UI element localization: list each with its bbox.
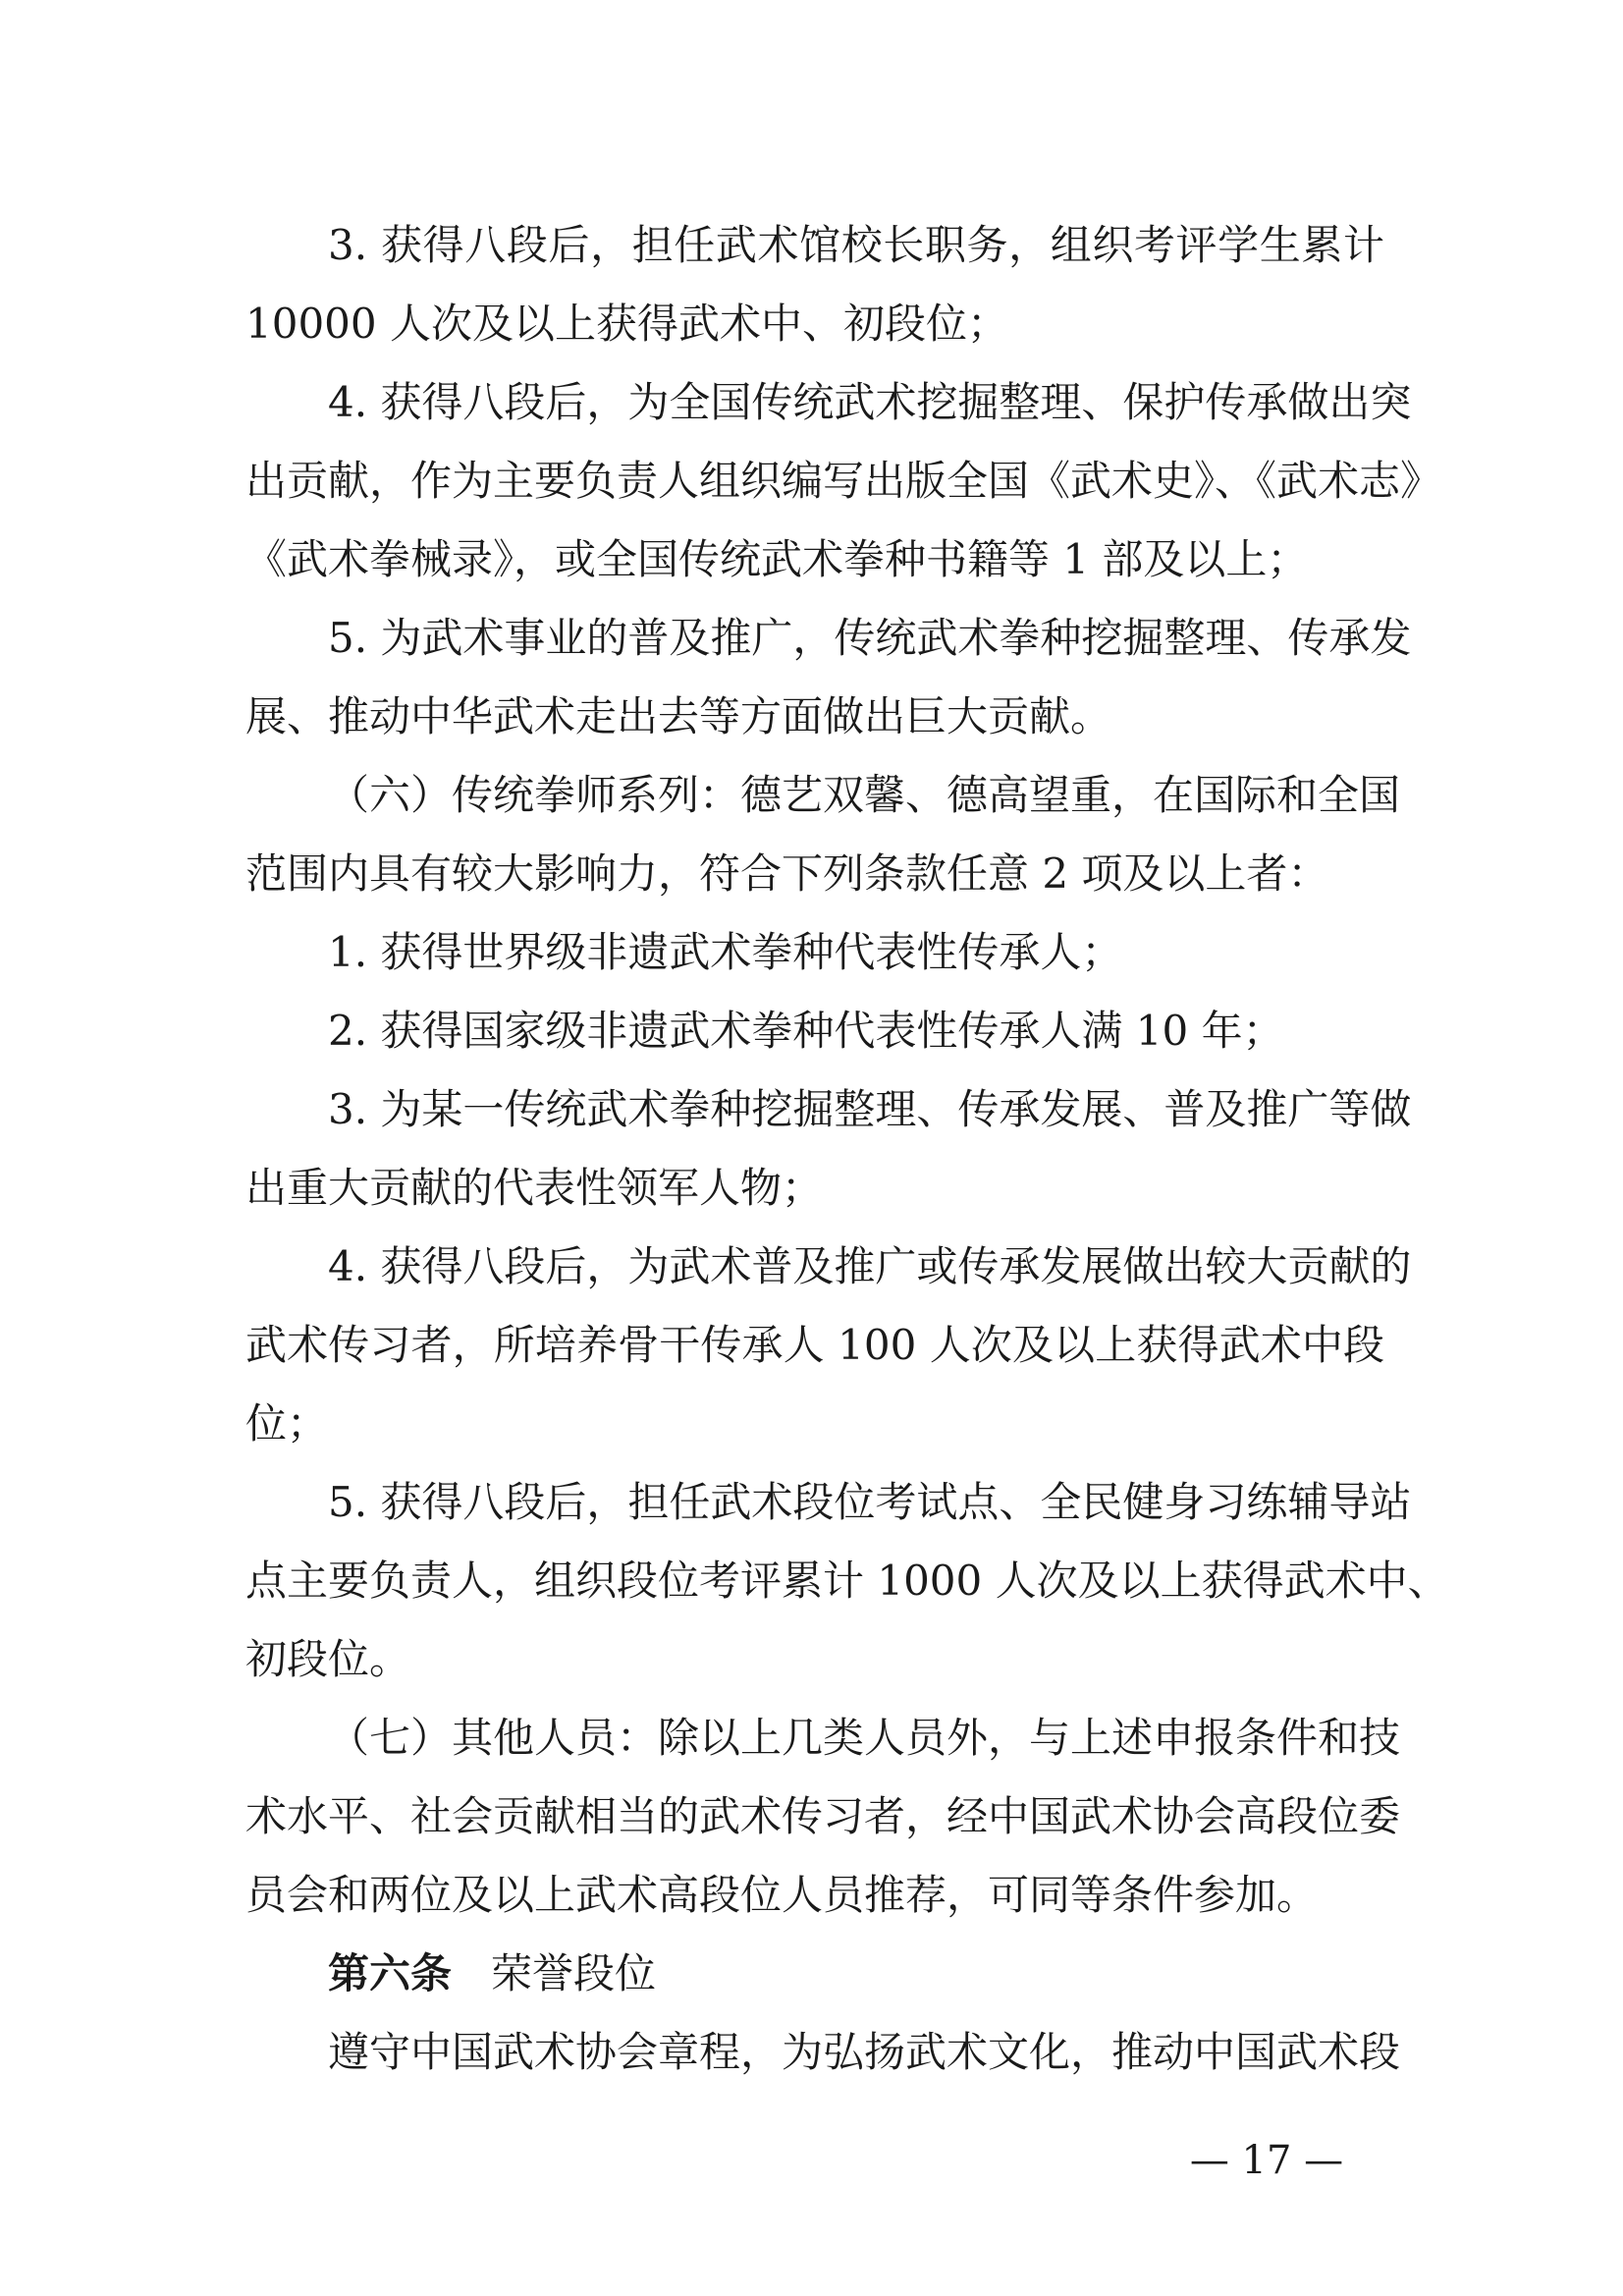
paragraph-line: 武术传习者，所培养骨干传承人 100 人次及以上获得武术中段	[245, 1321, 1384, 1369]
paragraph-line: 出重大贡献的代表性领军人物；	[245, 1164, 824, 1212]
paragraph-line: 5. 获得八段后，担任武术段位考试点、全民健身习练辅导站	[328, 1478, 1412, 1526]
paragraph-line: 《武术拳械录》，或全国传统武术拳种书籍等 1 部及以上；	[245, 535, 1309, 583]
paragraph-line: 术水平、社会贡献相当的武术传习者，经中国武术协会高段位委	[245, 1792, 1401, 1840]
paragraph-line: 3. 获得八段后，担任武术馆校长职务，组织考评学生累计	[328, 221, 1384, 269]
paragraph-line: 4. 获得八段后，为全国传统武术挖掘整理、保护传承做出突	[328, 378, 1412, 426]
paragraph-line: 3. 为某一传统武术拳种挖掘整理、传承发展、普及推广等做	[328, 1085, 1412, 1133]
paragraph-line: 展、推动中华武术走出去等方面做出巨大贡献。	[245, 692, 1112, 740]
paragraph-line: 4. 获得八段后，为武术普及推广或传承发展做出较大贡献的	[328, 1242, 1412, 1290]
paragraph-line: 遵守中国武术协会章程，为弘扬武术文化，推动中国武术段	[328, 2028, 1401, 2076]
paragraph-line: 点主要负责人，组织段位考评累计 1000 人次及以上获得武术中、	[245, 1557, 1449, 1605]
paragraph-line: 位；	[245, 1399, 329, 1448]
paragraph-line: 初段位。	[245, 1635, 411, 1683]
paragraph-line: 范围内具有较大影响力，符合下列条款任意 2 项及以上者：	[245, 849, 1329, 898]
section-heading-line: （七）其他人员：除以上几类人员外，与上述申报条件和技	[328, 1714, 1401, 1762]
article-title: 荣誉段位	[491, 1949, 657, 1997]
paragraph-line: 员会和两位及以上武术高段位人员推荐，可同等条件参加。	[245, 1871, 1319, 1919]
paragraph-line: 1. 获得世界级非遗武术拳种代表性传承人；	[328, 928, 1123, 976]
article-heading	[328, 1944, 656, 2003]
paragraph-line: 出贡献，作为主要负责人组织编写出版全国《武术史》、《武术志》	[245, 457, 1442, 505]
paragraph-line: 2. 获得国家级非遗武术拳种代表性传承人满 10 年；	[328, 1007, 1284, 1055]
section-heading-line: （六）传统拳师系列：德艺双馨、德高望重，在国际和全国	[328, 771, 1401, 819]
paragraph-line: 5. 为武术事业的普及推广，传统武术拳种挖掘整理、传承发	[328, 614, 1412, 662]
article-number: 第六条	[328, 1949, 453, 1997]
page-number: — 17 —	[1189, 2138, 1344, 2183]
paragraph-line: 10000 人次及以上获得武术中、初段位；	[245, 300, 1008, 348]
